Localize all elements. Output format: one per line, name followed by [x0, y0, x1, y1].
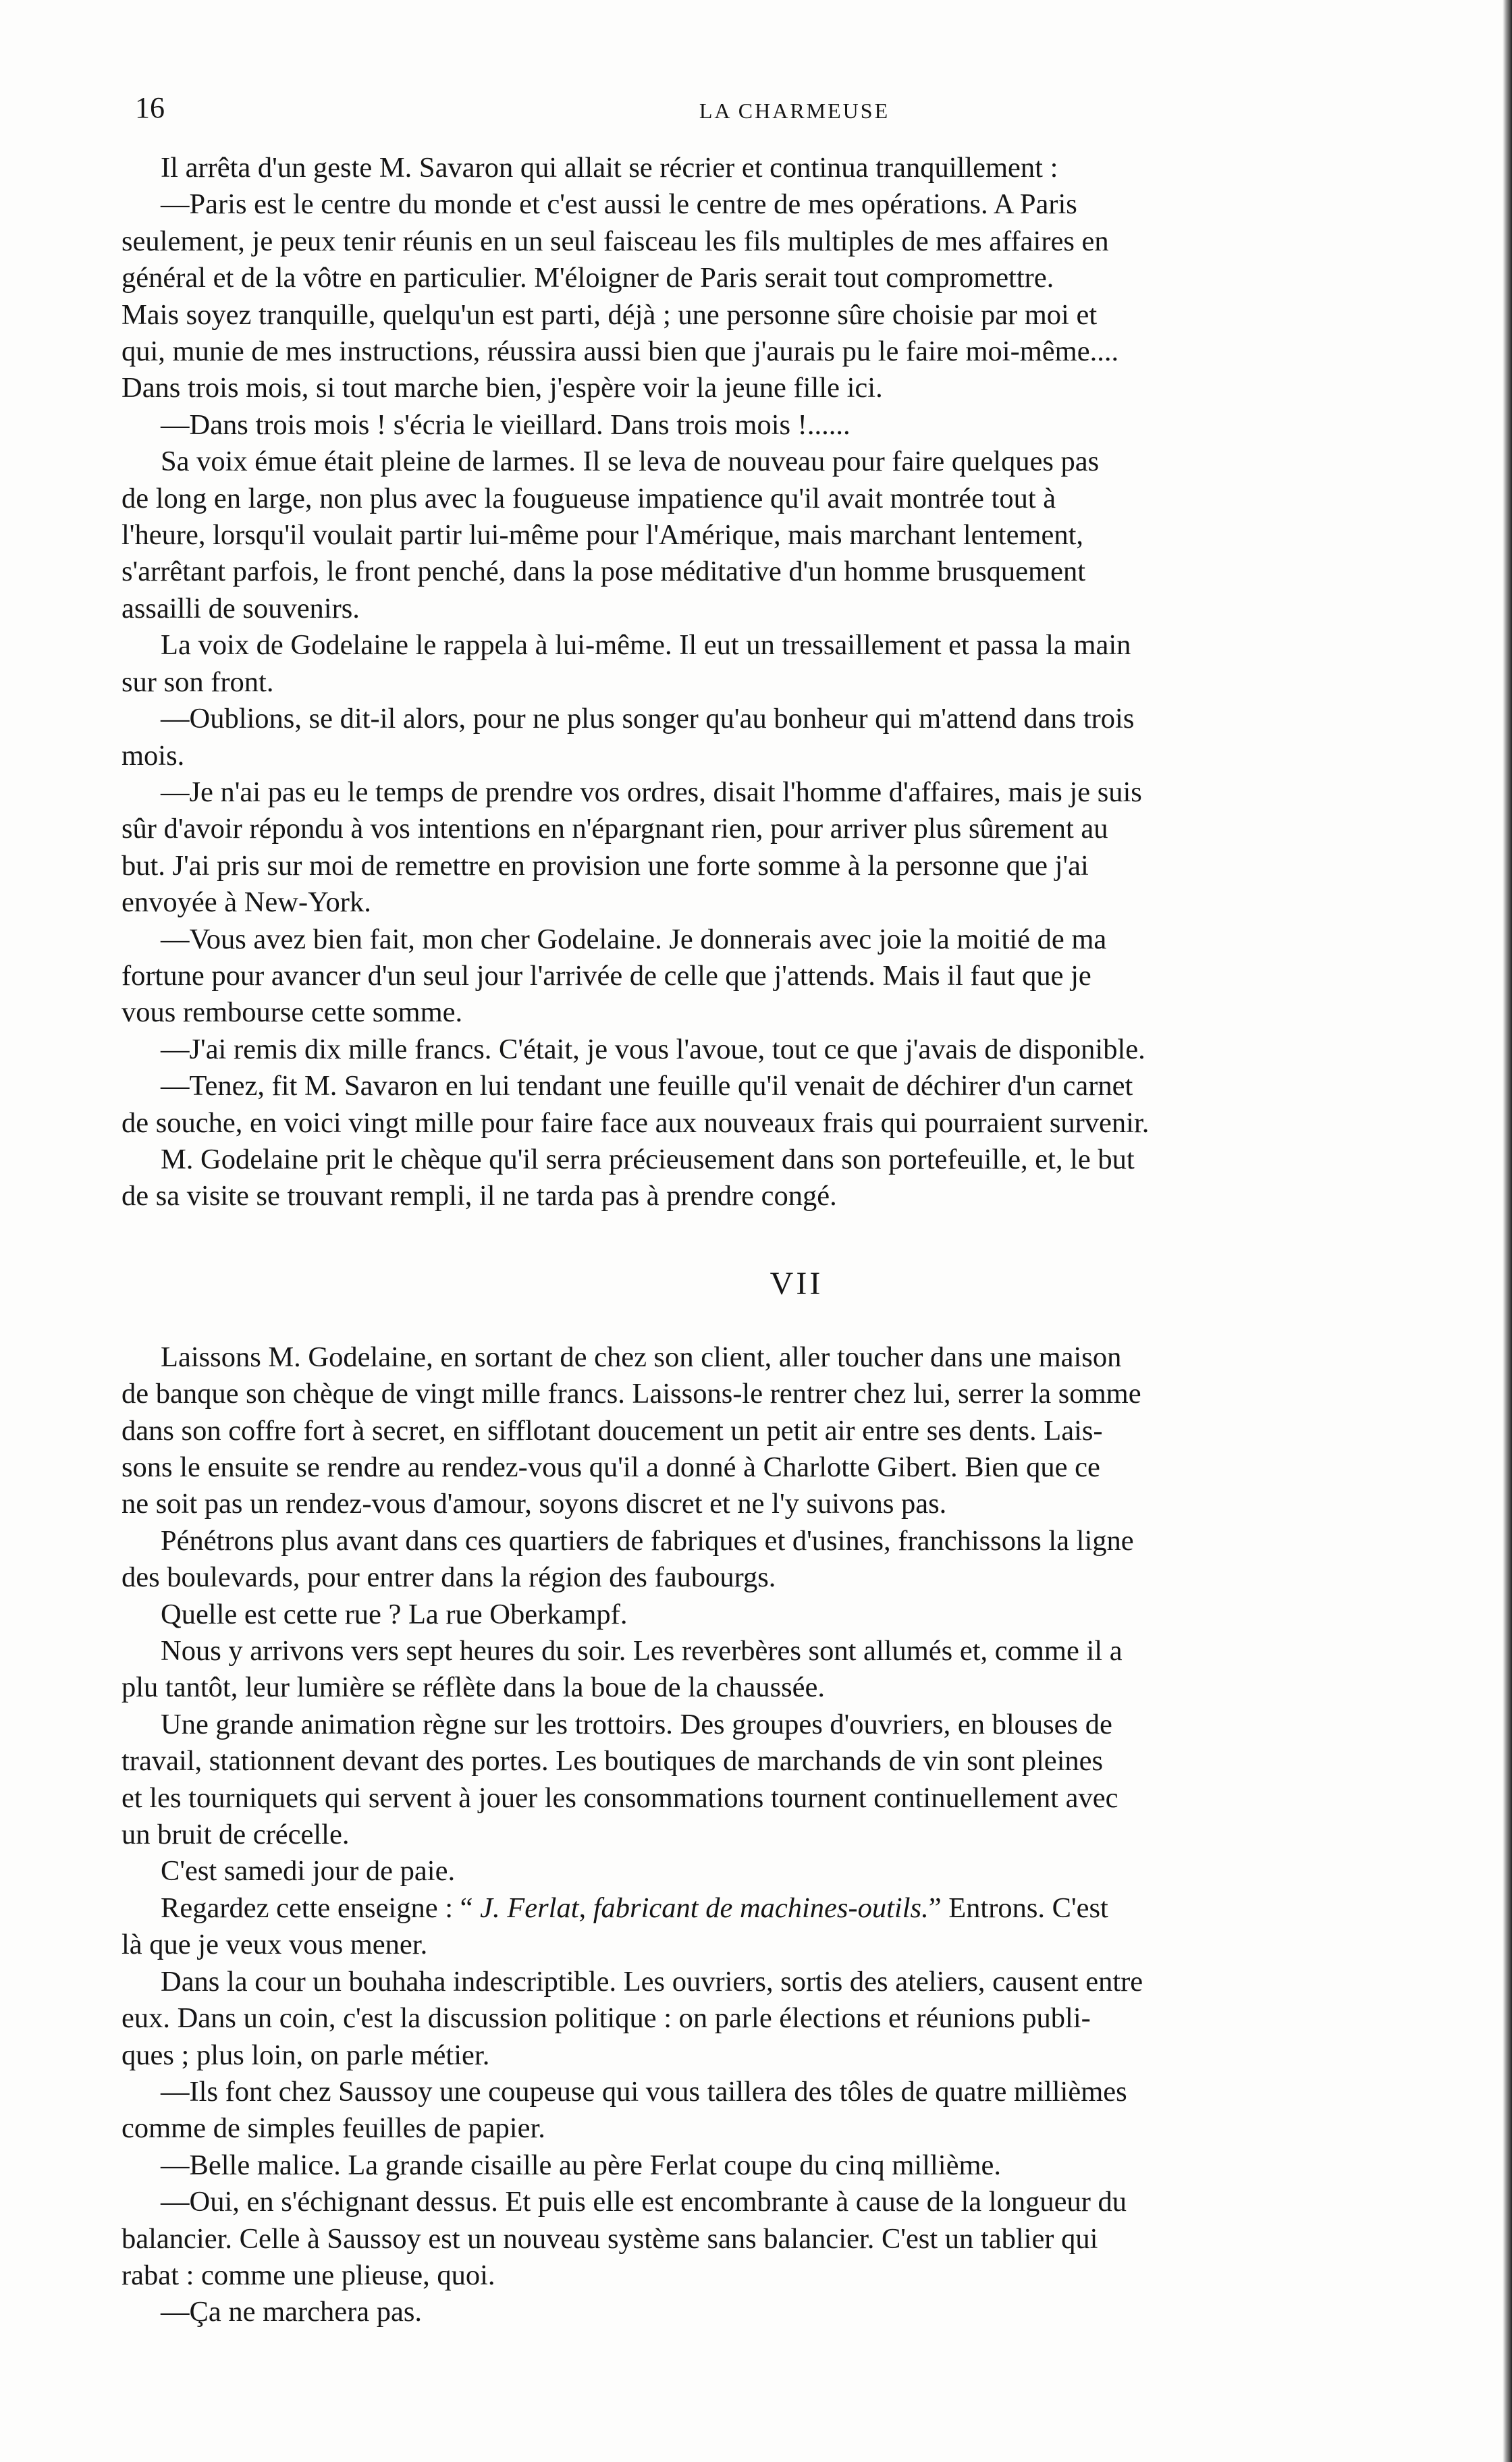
text-segment: Regardez cette enseigne : “	[161, 1892, 481, 1924]
text-line: de sa visite se trouvant rempli, il ne tarda pas à prendre congé.	[122, 1180, 837, 1212]
text-line: ne soit pas un rendez-vous d'amour, soyons discret et ne l'y suivons pas.	[122, 1488, 947, 1520]
section-heading: VII	[770, 1265, 824, 1302]
text-line: —Vous avez bien fait, mon cher Godelaine. Je donnerais avec joie la moitié de ma	[161, 923, 1107, 955]
text-line: M. Godelaine prit le chèque qu'il serra précieusement dans son portefeuille, et, le but	[161, 1143, 1135, 1175]
text-line: comme de simples feuilles de papier.	[122, 2112, 545, 2145]
text-line: de banque son chèque de vingt mille francs. Laissons-le rentrer chez lui, serrer la somme	[122, 1378, 1141, 1410]
text-line: La voix de Godelaine le rappela à lui-même. Il eut un tressaillement et passa la main	[161, 629, 1131, 662]
text-line: et les tourniquets qui servent à jouer les consommations tournent continuellement avec	[122, 1782, 1118, 1814]
text-line: sons le ensuite se rendre au rendez-vous qu'il a donné à Charlotte Gibert. Bien que ce	[122, 1451, 1100, 1483]
text-line: Une grande animation règne sur les trottoirs. Des groupes d'ouvriers, en blouses de	[161, 1708, 1112, 1740]
text-line: Nous y arrivons vers sept heures du soir. Les reverbères sont allumés et, comme il a	[161, 1635, 1123, 1667]
text-line: envoyée à New-York.	[122, 886, 371, 919]
text-line: balancier. Celle à Saussoy est un nouveau système sans balancier. C'est un tablier qui	[122, 2222, 1098, 2255]
text-line: Mais soyez tranquille, quelqu'un est parti, déjà ; une personne sûre choisie par moi et	[122, 298, 1098, 331]
text-line: Dans trois mois, si tout marche bien, j'espère voir la jeune fille ici.	[122, 372, 883, 404]
text-line: C'est samedi jour de paie.	[161, 1855, 456, 1888]
text-line: —Dans trois mois ! s'écria le vieillard. Dans trois mois !......	[161, 408, 850, 441]
text-line: Il arrêta d'un geste M. Savaron qui allait se récrier et continua tranquillement :	[161, 152, 1058, 184]
text-line: eux. Dans un coin, c'est la discussion politique : on parle élections et réunions publi-	[122, 2002, 1091, 2035]
sign-text-italic: J. Ferlat, fabricant de machines-outils.	[480, 1892, 929, 1924]
text-line: —Paris est le centre du monde et c'est aussi le centre de mes opérations. A Paris	[161, 188, 1077, 221]
text-line: assailli de souvenirs.	[122, 592, 360, 624]
text-block-after-section	[122, 1339, 1472, 2331]
text-line: Laissons M. Godelaine, en sortant de chez son client, aller toucher dans une maison	[161, 1341, 1122, 1373]
text-line: qui, munie de mes instructions, réussira aussi bien que j'aurais pu le faire moi-même....	[122, 336, 1119, 368]
spacer	[122, 1215, 1472, 1229]
text-line: s'arrêtant parfois, le front penché, dans la pose méditative d'un homme brusquement	[122, 556, 1086, 588]
text-line: —Belle malice. La grande cisaille au père Ferlat coupe du cinq millième.	[161, 2149, 1001, 2181]
text-line: des boulevards, pour entrer dans la région des faubourgs.	[122, 1561, 776, 1594]
text-line: de long en large, non plus avec la fougueuse impatience qu'il avait montrée tout à	[122, 482, 1056, 514]
text-line: —Oublions, se dit-il alors, pour ne plus songer qu'au bonheur qui m'attend dans trois	[161, 703, 1135, 735]
text-line: fortune pour avancer d'un seul jour l'arrivée de celle que j'attends. Mais il faut que je	[122, 959, 1091, 992]
page-number: 16	[135, 91, 165, 124]
text-line: —Ils font chez Saussoy une coupeuse qui vous taillera des tôles de quatre millièmes	[161, 2075, 1127, 2108]
page-header	[130, 88, 1459, 128]
text-line: —Je n'ai pas eu le temps de prendre vos ordres, disait l'homme d'affaires, mais je suis	[161, 776, 1142, 808]
text-line: sûr d'avoir répondu à vos intentions en n'épargnant rien, pour arriver plus sûrement au	[122, 813, 1108, 845]
body-text	[122, 150, 1472, 2331]
text-line	[122, 1890, 1472, 1927]
text-line: de souche, en voici vingt mille pour faire face aux nouveaux frais qui pourraient survenir.	[122, 1106, 1150, 1139]
text-line: —Tenez, fit M. Savaron en lui tendant une feuille qu'il venait de déchirer d'un carnet	[161, 1070, 1133, 1102]
running-title: LA CHARMEUSE	[699, 99, 890, 123]
text-line: un bruit de crécelle.	[122, 1819, 350, 1851]
text-line: là que je veux vous mener.	[122, 1929, 428, 1961]
text-line: seulement, je peux tenir réunis en un seul faisceau les fils multiples de mes affaires en	[122, 225, 1109, 257]
text-line: rabat : comme une plieuse, quoi.	[122, 2259, 495, 2291]
text-line: ques ; plus loin, on parle métier.	[122, 2039, 490, 2071]
text-line: —Oui, en s'échignant dessus. Et puis elle est encombrante à cause de la longueur du	[161, 2186, 1127, 2218]
text-line: Quelle est cette rue ? La rue Oberkampf.	[161, 1598, 628, 1630]
text-line: dans son coffre fort à secret, en sifflotant doucement un petit air entre ses dents. Lais-	[122, 1414, 1103, 1447]
page-spine-shadow	[1503, 0, 1512, 2462]
text-line: l'heure, lorsqu'il voulait partir lui-même pour l'Amérique, mais marchant lentement,	[122, 519, 1084, 552]
text-line: plu tantôt, leur lumière se réflète dans la boue de la chaussée.	[122, 1671, 826, 1704]
text-line: Sa voix émue était pleine de larmes. Il se leva de nouveau pour faire quelques pas	[161, 446, 1100, 478]
text-line: sur son front.	[122, 666, 274, 698]
text-line: travail, stationnent devant des portes. Les boutiques de marchands de vin sont pleines	[122, 1745, 1104, 1777]
text-line: mois.	[122, 739, 185, 772]
text-line: —J'ai remis dix mille francs. C'était, je vous l'avoue, tout ce que j'avais de disponible.	[161, 1033, 1145, 1065]
text-line: Pénétrons plus avant dans ces quartiers de fabriques et d'usines, franchissons la ligne	[161, 1524, 1134, 1557]
text-line: Dans la cour un bouhaha indescriptible. Les ouvriers, sortis des ateliers, causent entre	[161, 1965, 1143, 1998]
text-line: général et de la vôtre en particulier. M'éloigner de Paris serait tout compromettre.	[122, 262, 1054, 294]
text-segment: ” Entrons. C'est	[928, 1892, 1108, 1924]
text-line: —Ça ne marchera pas.	[161, 2296, 423, 2328]
text-line: vous rembourse cette somme.	[122, 996, 463, 1029]
text-block-before-section	[122, 150, 1472, 1215]
text-line: but. J'ai pris sur moi de remettre en provision une forte somme à la personne que j'ai	[122, 849, 1089, 882]
